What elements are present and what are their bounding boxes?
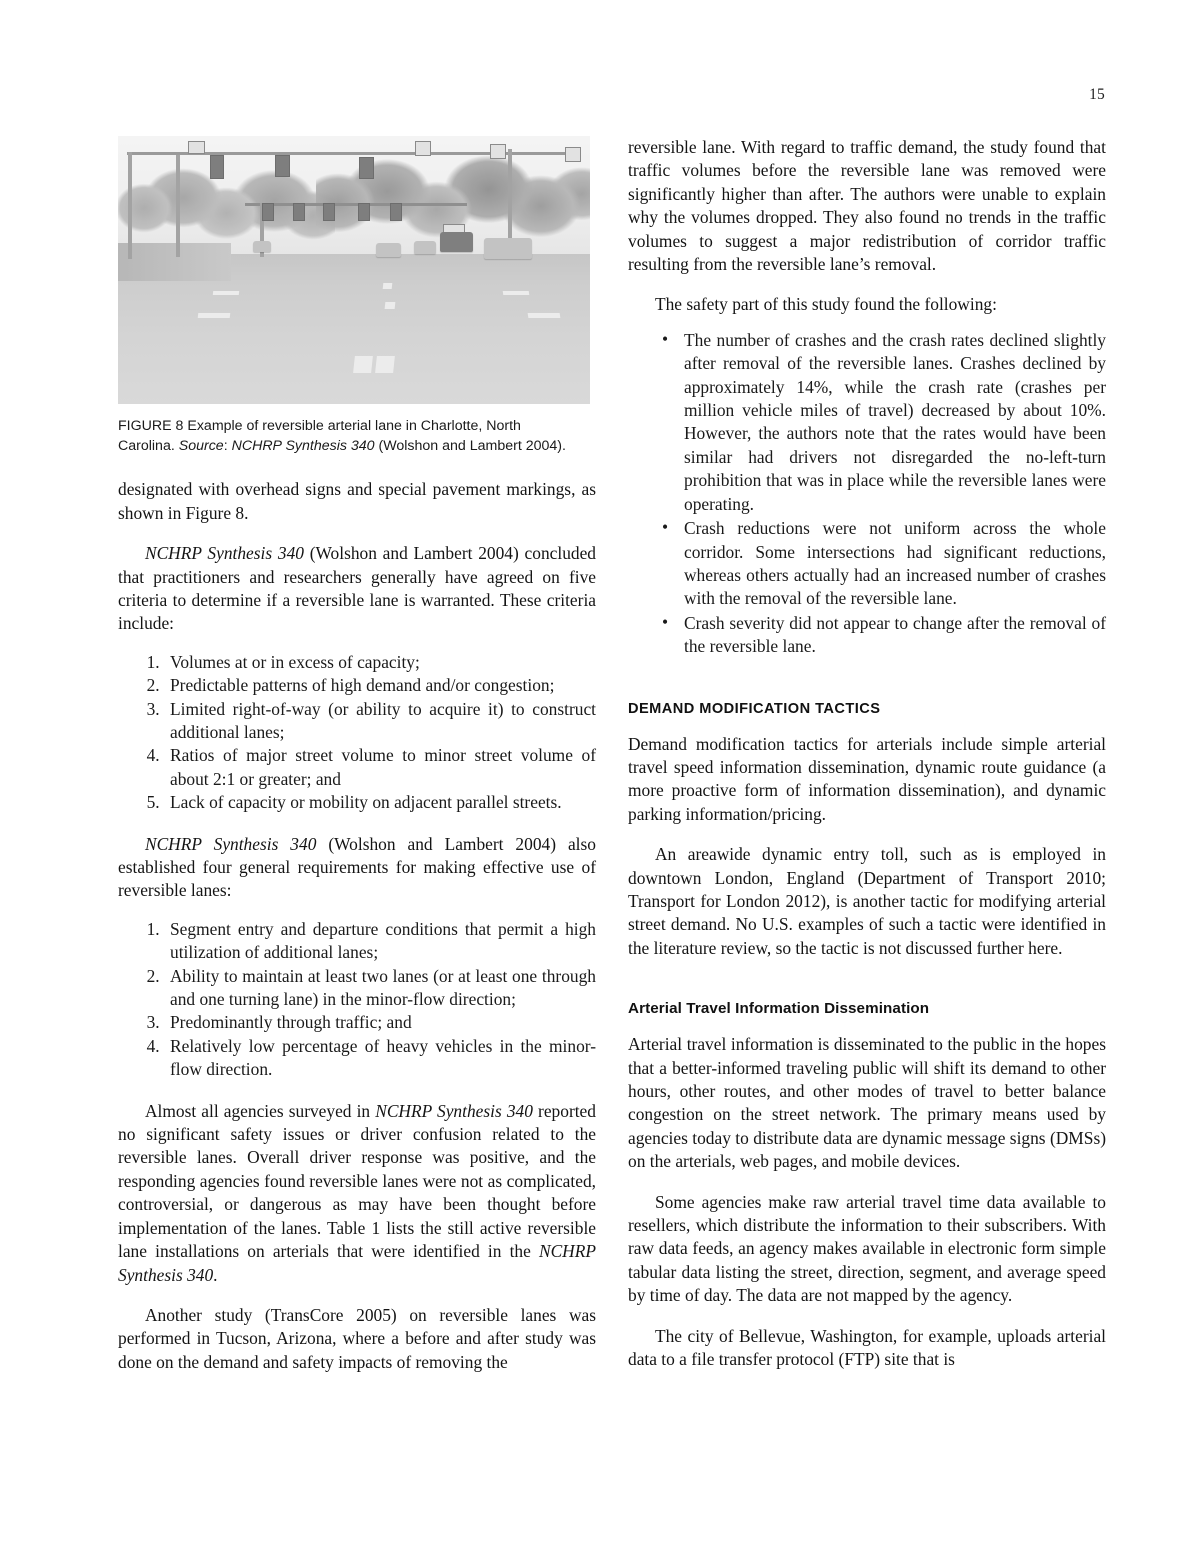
left-paragraph-2-rest: (Wolshon and Lambert 2004) concluded that practitioners and researchers generally have agreed on five criteria to determine if a reversible lane is warranted. These criteria include: [118, 543, 596, 634]
photo-traffic-signal-6 [323, 203, 335, 221]
photo-lane-use-sign-2 [415, 141, 431, 156]
list-item: 1. Segment entry and departure conditions that permit a high utilization of additional lanes; [164, 918, 596, 965]
figure-8 [118, 136, 596, 456]
photo-dashed-center-1 [383, 283, 393, 289]
photo-lane-marking-left-2 [198, 313, 231, 318]
safety-findings-list [628, 329, 1106, 659]
figure-photo [118, 136, 590, 404]
right-paragraph-4: An areawide dynamic entry toll, such as is employed in downtown London, England (Department of Transport 2010; Transport for London 2012), is another tactic for modifying arterial street demand. No U.S. examples of such a tactic were identified in the literature review, so the tactic is not discussed further here. [628, 844, 1106, 958]
photo-signal-mast-arm [245, 203, 467, 206]
list-item: 3. Limited right-of-way (or ability to acquire it) to construct additional lanes; [164, 698, 596, 745]
photo-traffic-signal-1 [210, 155, 224, 179]
left-paragraph-4c: . [213, 1264, 218, 1285]
left-column [118, 136, 596, 1374]
photo-pole-left [128, 152, 132, 259]
section-heading-arterial-travel-information-dissemination: Arterial Travel Information Dissemination [628, 1000, 930, 1018]
photo-traffic-signal-5 [293, 203, 305, 221]
figure-caption [118, 416, 566, 456]
list-item: 5. Lack of capacity or mobility on adjacent parallel streets. [164, 791, 596, 814]
list-item: 3. Predominantly through traffic; and [164, 1011, 596, 1034]
right-paragraph-7: The city of Bellevue, Washington, for example, uploads arterial data to a file transfer protocol (FTP) site that is [628, 1325, 1106, 1370]
list-item: 4. Relatively low percentage of heavy vehicles in the minor-flow direction. [164, 1035, 596, 1082]
photo-reversible-lane-marking-2 [375, 356, 395, 373]
figure-caption-text: Example of reversible arterial lane in Charlotte, North Carolina. [118, 418, 521, 455]
photo-traffic-signal-3 [359, 157, 374, 179]
photo-car-1 [253, 241, 271, 252]
photo-lane-marking-right-2 [528, 313, 561, 318]
photo-lane-use-sign-3 [490, 144, 506, 159]
photo-traffic-signal-7 [358, 203, 370, 221]
right-paragraph-1: reversible lane. With regard to traffic demand, the study found that traffic volumes before the reversible lane was removed were significantly higher than after. The authors were unable to explain why the volumes dropped. They also found no trends in the traffic volumes to suggest a major redistribution of corridor traffic resulting from the reversible lane’s removal. [628, 137, 1106, 275]
photo-car-4 [484, 238, 532, 259]
photo-lane-marking-right-1 [503, 291, 530, 295]
two-column-layout [118, 136, 1106, 1374]
list-item: 2. Ability to maintain at least two lanes (or at least one through and one turning lane) in the minor-flow direction; [164, 965, 596, 1012]
left-paragraph-1: designated with overhead signs and special pavement markings, as shown in Figure 8. [118, 479, 596, 523]
left-paragraph-5: Another study (TransCore 2005) on reversible lanes was performed in Tucson, Arizona, where a before and after study was done on the demand and safety impacts of removing the [118, 1304, 596, 1372]
list-item: • Crash reductions were not uniform across the whole corridor. Some intersections had significant reductions, whereas others actually had an increased number of crashes with the removal of the reversible lane. [662, 517, 1106, 611]
photo-traffic-signal-4 [262, 203, 274, 221]
photo-car-3 [414, 241, 436, 254]
left-paragraph-2 [118, 542, 596, 636]
right-paragraph-5: Arterial travel information is disseminated to the public in the hopes that a better-informed traveling public will shift its demand to other hours, other routes, and other modes of travel to better balance congestion on the street network. The primary means used by agencies today to distribute data are dynamic message signs (DMSs) on the arterials, web pages, and mobile devices. [628, 1034, 1106, 1172]
photo-reversible-lane-marking-1 [353, 356, 373, 373]
list-item: • Crash severity did not appear to change after the removal of the reversible lane. [662, 612, 1106, 659]
right-column [628, 136, 1106, 1374]
photo-lane-marking-left-1 [213, 291, 239, 295]
left-paragraph-3-italic: NCHRP Synthesis 340 [144, 833, 317, 854]
figure-caption-source-label: Source [178, 438, 224, 455]
photo-pole-left-2 [176, 155, 180, 257]
photo-traffic-signal-2 [275, 155, 290, 177]
figure-caption-label: FIGURE 8 [118, 418, 184, 434]
list-item: 2. Predictable patterns of high demand and/or congestion; [164, 674, 596, 697]
photo-suv-dark [440, 232, 473, 252]
section-heading-demand-modification-tactics: DEMAND MODIFICATION TACTICS [628, 700, 881, 717]
left-paragraph-4a: Almost all agencies surveyed in [144, 1100, 376, 1121]
left-paragraph-4b: reported no significant safety issues or driver confusion related to the reversible lanes. Overall driver response was positive, and the responding agencies found reversible lanes were not as complicated, controversial, or dangerous as may have been thought before implementation of the lanes. Table 1 lists the still active reversible lane installations on arterials that were identified in the [118, 1100, 596, 1262]
photo-traffic-signal-8 [390, 203, 402, 221]
photo-pole-right [508, 149, 512, 251]
right-paragraph-6: Some agencies make raw arterial travel time data available to resellers, which distribute the information to their subscribers. With raw data feeds, an agency makes available in electronic form simple tabular data listing the street, direction, segment, and average speed by time of day. The data are not mapped by the agency. [628, 1191, 1106, 1306]
figure-caption-colon: : [223, 438, 232, 455]
list-item: • The number of crashes and the crash rates declined slightly after removal of the reversible lanes. Crashes declined by approximately 14%, while the crash rate (crashes per million vehicle miles of travel) decreased by about 10%. However, the authors note that the rates would have been similar had drivers not disregarded the no-left-turn prohibition that was in place while the reversible lanes were operating. [662, 329, 1106, 516]
left-paragraph-3-rest: (Wolshon and Lambert 2004) also established four general requirements for making effective use of reversible lanes: [118, 833, 596, 901]
photo-car-2 [376, 243, 401, 257]
page-number: 15 [1089, 86, 1105, 103]
photo-lane-use-sign-1 [188, 141, 205, 154]
left-paragraph-2-italic: NCHRP Synthesis 340 [144, 543, 304, 564]
list-item: 4. Ratios of major street volume to minor street volume of about 2:1 or greater; and [164, 744, 596, 791]
left-paragraph-4 [118, 1100, 596, 1287]
figure-caption-source-title: NCHRP Synthesis 340 [231, 438, 375, 455]
figure-caption-citation: (Wolshon and Lambert 2004). [374, 438, 566, 455]
list-item: 1. Volumes at or in excess of capacity; [164, 651, 596, 674]
photo-left-curb [118, 243, 231, 281]
left-paragraph-4-italic-2: NCHRP Synthesis 340 [118, 1241, 596, 1285]
right-paragraph-3: Demand modification tactics for arterials include simple arterial travel speed information dissemination, dynamic route guidance (a more proactive form of information dissemination), and dynamic parking information/pricing. [628, 733, 1106, 824]
left-paragraph-3 [118, 833, 596, 903]
right-paragraph-2: The safety part of this study found the following: [654, 294, 997, 315]
left-paragraph-4-italic-1: NCHRP Synthesis 340 [375, 1100, 533, 1121]
requirements-list [118, 918, 596, 1082]
photo-dashed-center-2 [385, 302, 396, 309]
photo-lane-use-sign-4 [565, 147, 581, 162]
criteria-list [118, 651, 596, 815]
